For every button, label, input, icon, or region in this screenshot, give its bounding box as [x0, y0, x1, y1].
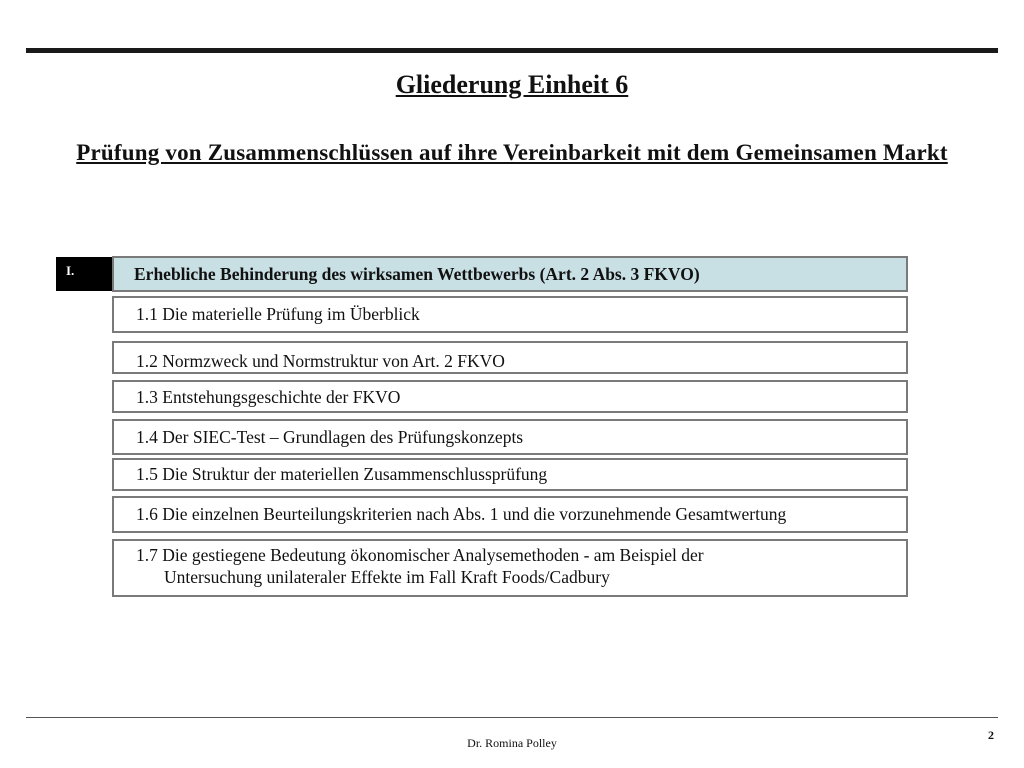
footer-author: Dr. Romina Polley: [467, 736, 557, 750]
section-heading: Erhebliche Behinderung des wirksamen Wettbewerbs (Art. 2 Abs. 3 FKVO): [112, 256, 908, 292]
slide-title: Gliederung Einheit 6: [395, 70, 629, 99]
outline-item-label: 1.3 Entstehungsgeschichte der FKVO: [136, 387, 401, 407]
slide-subtitle: Prüfung von Zusammenschlüssen auf ihre Vereinbarkeit mit dem Gemeinsamen Markt: [76, 140, 948, 165]
outline-item: [112, 419, 908, 455]
outline-item: [112, 341, 908, 374]
outline-item: [112, 296, 908, 333]
section-number-badge: I.: [56, 257, 112, 291]
bottom-divider: [26, 717, 998, 718]
outline-item: [112, 496, 908, 533]
outline-item-label: 1.2 Normzweck und Normstruktur von Art. 2 FKVO: [136, 351, 505, 371]
outline-item-label: 1.6 Die einzelnen Beurteilungskriterien nach Abs. 1 und die vorzunehmende Gesamtwertung: [136, 504, 787, 524]
outline-item: [112, 539, 908, 597]
outline-item: [112, 380, 908, 413]
outline-item-continuation: Untersuchung unilateraler Effekte im Fall Kraft Foods/Cadbury: [164, 567, 610, 587]
outline-item: [112, 458, 908, 491]
top-divider: [26, 48, 998, 53]
outline-item-label: 1.7 Die gestiegene Bedeutung ökonomischer Analysemethoden - am Beispiel der: [136, 545, 704, 565]
outline-item-label: 1.5 Die Struktur der materiellen Zusammenschlussprüfung: [136, 464, 548, 484]
outline-item-label: 1.1 Die materielle Prüfung im Überblick: [136, 304, 420, 324]
page-number: 2: [988, 728, 994, 742]
outline-item-label: 1.4 Der SIEC-Test – Grundlagen des Prüfungskonzepts: [136, 427, 524, 447]
